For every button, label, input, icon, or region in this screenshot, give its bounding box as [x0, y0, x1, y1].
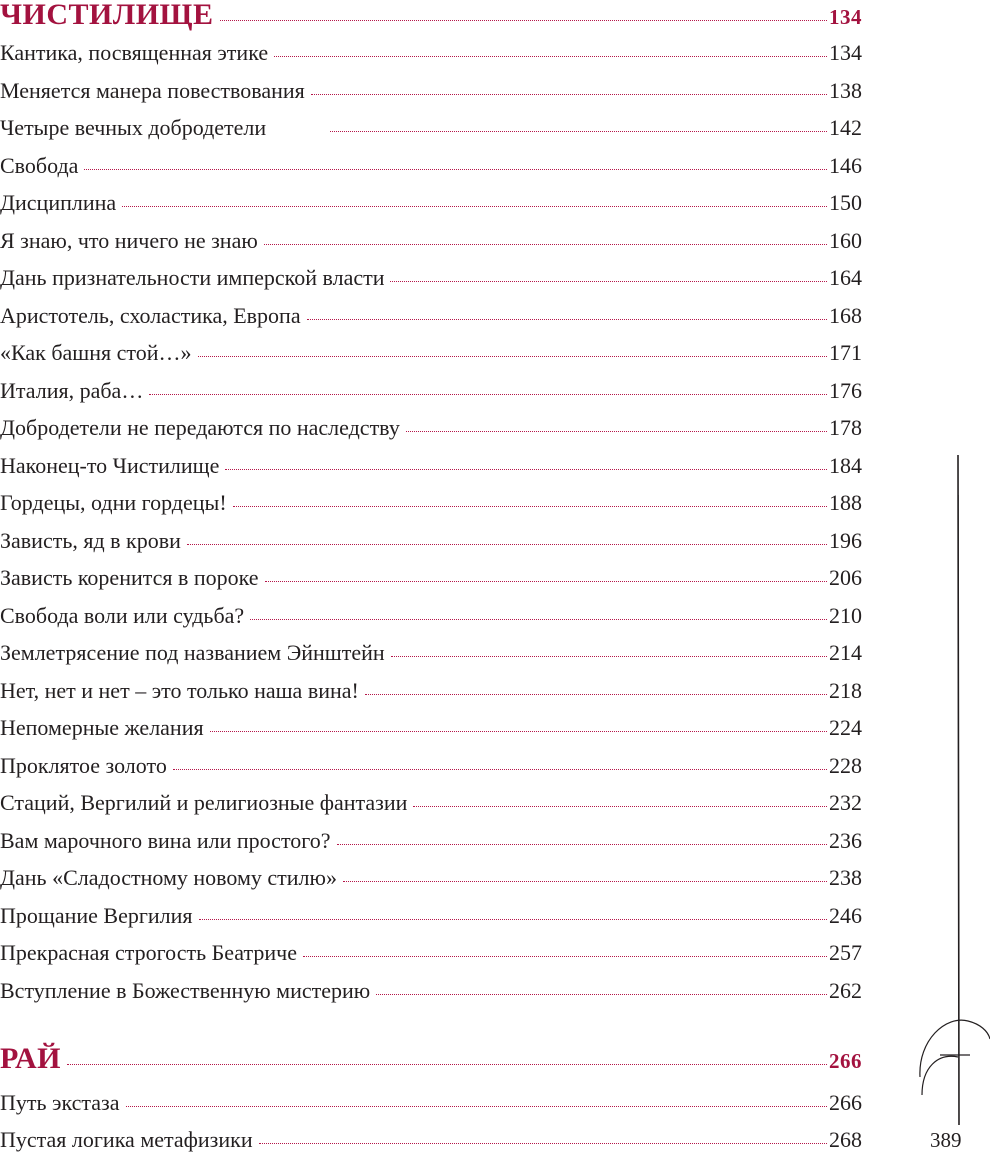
- entry-page: 210: [829, 603, 862, 628]
- entry-title: Нет, нет и нет – это только наша вина!: [0, 678, 359, 703]
- page-number: 389: [930, 1128, 962, 1152]
- toc-entry[interactable]: [0, 190, 862, 216]
- toc-entry[interactable]: [0, 1127, 862, 1153]
- entry-page: 224: [829, 715, 862, 740]
- entry-title: Дисциплина: [0, 190, 117, 215]
- entry-title: Зависть коренится в пороке: [0, 565, 259, 590]
- toc-entry[interactable]: [0, 753, 862, 779]
- toc-entry[interactable]: [0, 603, 862, 629]
- entry-page: 134: [829, 40, 862, 65]
- toc-entry[interactable]: [0, 828, 862, 854]
- dot-leader: [199, 919, 827, 920]
- entry-page: 268: [829, 1127, 862, 1152]
- dot-leader: [187, 544, 827, 545]
- entry-page: 188: [829, 490, 862, 515]
- dot-leader: [220, 20, 827, 21]
- dot-leader: [365, 694, 827, 695]
- entry-title: Стаций, Вергилий и религиозные фантазии: [0, 790, 408, 815]
- entry-title: Дань признательности имперской власти: [0, 265, 385, 290]
- entry-title: Прощание Вергилия: [0, 903, 193, 928]
- entry-page: 214: [829, 640, 862, 665]
- section-heading-purgatory[interactable]: [0, 2, 862, 30]
- toc-entry[interactable]: [0, 715, 862, 741]
- entry-page: 146: [829, 153, 862, 178]
- entry-title: Путь экстаза: [0, 1090, 120, 1115]
- entry-page: 206: [829, 565, 862, 590]
- dot-leader: [149, 394, 827, 395]
- dot-leader: [233, 506, 827, 507]
- toc-entry[interactable]: [0, 790, 862, 816]
- toc-entry[interactable]: [0, 40, 862, 66]
- entry-page: 228: [829, 753, 862, 778]
- dot-leader: [406, 431, 827, 432]
- entry-page: 150: [829, 190, 862, 215]
- entry-title: «Как башня стой…»: [0, 340, 192, 365]
- dot-leader: [413, 806, 827, 807]
- dot-leader: [67, 1064, 827, 1065]
- dot-leader: [264, 244, 827, 245]
- entry-page: 218: [829, 678, 862, 703]
- toc-entry[interactable]: [0, 490, 862, 516]
- toc-entry[interactable]: [0, 303, 862, 329]
- toc-entry[interactable]: [0, 865, 862, 891]
- entry-title: Италия, раба…: [0, 378, 144, 403]
- dot-leader: [391, 656, 827, 657]
- toc-entry[interactable]: [0, 265, 862, 291]
- entry-title: Землетрясение под названием Эйнштейн: [0, 640, 385, 665]
- toc-entry[interactable]: [0, 340, 862, 366]
- toc-entry[interactable]: [0, 1090, 862, 1116]
- entry-page: 178: [829, 415, 862, 440]
- entry-page: 160: [829, 228, 862, 253]
- entry-title: Зависть, яд в крови: [0, 528, 181, 553]
- entry-title: Вступление в Божественную мистерию: [0, 978, 371, 1003]
- dot-leader: [303, 956, 827, 957]
- dot-leader: [259, 1143, 827, 1144]
- dot-leader: [330, 131, 827, 132]
- dot-leader: [126, 1106, 828, 1107]
- dot-leader: [265, 581, 827, 582]
- dot-leader: [307, 319, 827, 320]
- toc-entry[interactable]: [0, 940, 862, 966]
- toc-entry[interactable]: [0, 453, 862, 479]
- entry-title: Четыре вечных добродетели: [0, 115, 267, 140]
- entry-title: Свобода воли или судьба?: [0, 603, 245, 628]
- toc-entry[interactable]: [0, 415, 862, 441]
- entry-title: Добродетели не передаются по наследству: [0, 415, 400, 440]
- entry-title: Я знаю, что ничего не знаю: [0, 228, 258, 253]
- entry-page: 171: [829, 340, 862, 365]
- dot-leader: [225, 469, 827, 470]
- entry-title: Гордецы, одни гордецы!: [0, 490, 227, 515]
- entry-page: 196: [829, 528, 862, 553]
- toc-entry[interactable]: [0, 528, 862, 554]
- entry-page: 168: [829, 303, 862, 328]
- entry-title: Кантика, посвященная этике: [0, 40, 269, 65]
- entry-page: 184: [829, 453, 862, 478]
- entry-page: 236: [829, 828, 862, 853]
- toc-entry[interactable]: [0, 678, 862, 704]
- dot-leader: [210, 731, 827, 732]
- toc-entry[interactable]: [0, 640, 862, 666]
- section-page: 134: [829, 5, 862, 29]
- entry-title: Наконец-то Чистилище: [0, 453, 220, 478]
- toc-entry[interactable]: [0, 78, 862, 104]
- entry-title: Аристотель, схоластика, Европа: [0, 303, 301, 328]
- dot-leader: [390, 281, 827, 282]
- toc-entry[interactable]: [0, 565, 862, 591]
- dot-leader: [84, 169, 827, 170]
- entry-page: 257: [829, 940, 862, 965]
- entry-title: Непомерные желания: [0, 715, 204, 740]
- entry-title: Свобода: [0, 153, 79, 178]
- entry-title: Меняется манера повествования: [0, 78, 305, 103]
- dot-leader: [343, 881, 827, 882]
- brush-ornament: [918, 455, 990, 1125]
- entry-page: 142: [829, 115, 862, 140]
- toc-entry[interactable]: [0, 228, 862, 254]
- entry-page: 266: [829, 1090, 862, 1115]
- dot-leader: [122, 206, 827, 207]
- entry-page: 232: [829, 790, 862, 815]
- entry-title: Вам марочного вина или простого?: [0, 828, 331, 853]
- entry-page: 164: [829, 265, 862, 290]
- dot-leader: [250, 619, 827, 620]
- toc-entry[interactable]: [0, 378, 862, 404]
- entry-title: Пустая логика метафизики: [0, 1127, 253, 1152]
- dot-leader: [311, 94, 827, 95]
- entry-title: Дань «Сладостному новому стилю»: [0, 865, 337, 890]
- toc-entry[interactable]: [0, 153, 862, 179]
- entry-title: Прекрасная строгость Беатриче: [0, 940, 297, 965]
- entry-page: 176: [829, 378, 862, 403]
- entry-page: 238: [829, 865, 862, 890]
- toc-entry[interactable]: [0, 978, 862, 1004]
- section-title: ЧИСТИЛИЩЕ: [0, 0, 214, 31]
- section-heading-paradise[interactable]: [0, 1042, 862, 1075]
- entry-title: Проклятое золото: [0, 753, 167, 778]
- section-page: 266: [829, 1049, 862, 1073]
- entry-page: 138: [829, 78, 862, 103]
- dot-leader: [173, 769, 827, 770]
- toc-entry[interactable]: [0, 903, 862, 929]
- dot-leader: [274, 56, 827, 57]
- dot-leader: [337, 844, 827, 845]
- dot-leader: [198, 356, 828, 357]
- entry-page: 246: [829, 903, 862, 928]
- toc-entry[interactable]: [0, 115, 862, 141]
- entry-page: 262: [829, 978, 862, 1003]
- section-title: РАЙ: [0, 1042, 61, 1075]
- dot-leader: [376, 994, 827, 995]
